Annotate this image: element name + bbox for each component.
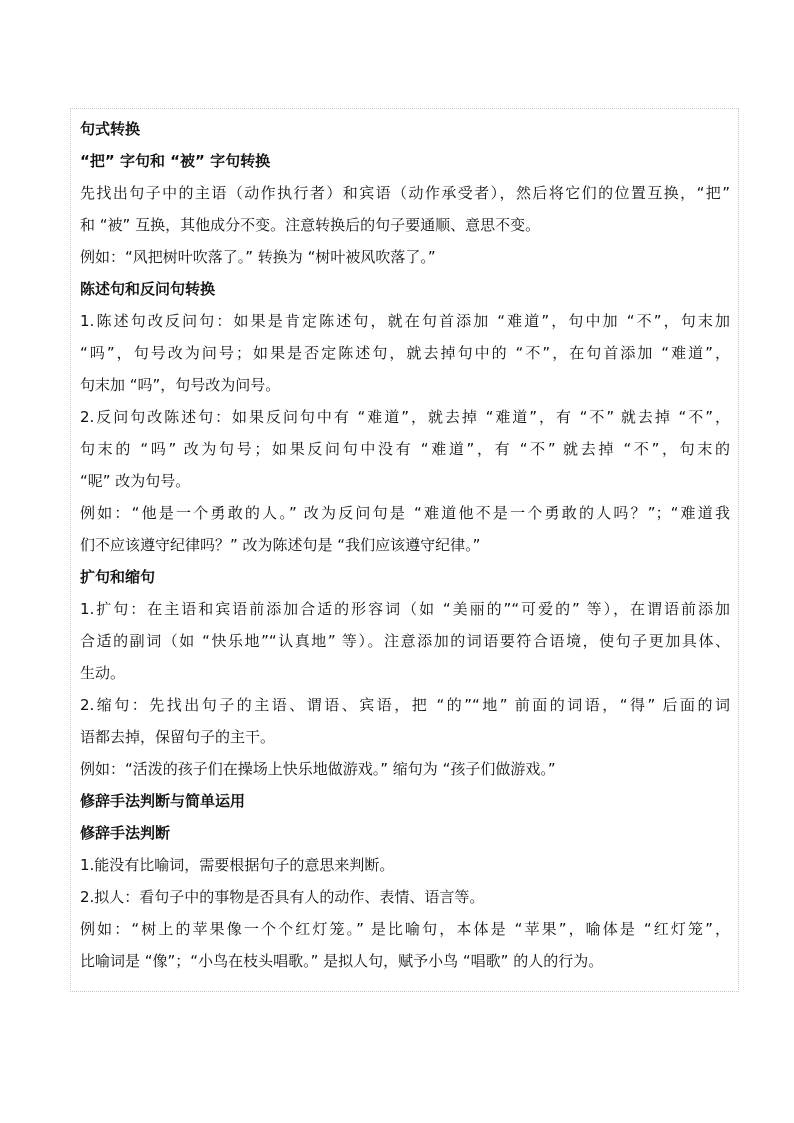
paragraph-line: 先找出句子中的主语（动作执行者）和宾语（动作承受者），然后将它们的位置互换，“把”	[80, 184, 730, 202]
subheading-rhetoric-judgement: 修辞手法判断	[80, 824, 171, 842]
subheading-expand-shorten: 扩句和缩句	[80, 568, 156, 586]
example-line: 例如：“树上的苹果像一个个红灯笼。” 是比喻句，本体是 “苹果”，喻体是 “红灯笼”，	[80, 920, 730, 938]
subheading-ba-bei-conversion: “把” 字句和 “被” 字句转换	[80, 152, 271, 170]
paragraph-line: 2.缩句：先找出句子的主语、谓语、宾语，把 “的”“地” 前面的词语，“得” 后面的词	[80, 696, 730, 714]
example-line: 例如：“风把树叶吹落了。” 转换为 “树叶被风吹落了。”	[80, 248, 436, 266]
paragraph-line: 和 “被” 互换，其他成分不变。注意转换后的句子要通顺、意思不变。	[80, 216, 541, 234]
subheading-declarative-rhetorical: 陈述句和反问句转换	[80, 280, 216, 298]
paragraph-line: 句末加 “吗”，句号改为问号。	[80, 376, 281, 394]
paragraph-line: 2.拟人：看句子中的事物是否具有人的动作、表情、语言等。	[80, 888, 485, 906]
example-line: 例如：“活泼的孩子们在操场上快乐地做游戏。” 缩句为 “孩子们做游戏。”	[80, 760, 556, 778]
example-line: 们不应该遵守纪律吗？” 改为陈述句是 “我们应该遵守纪律。”	[80, 536, 481, 554]
paragraph-line: 生动。	[80, 664, 126, 682]
section-heading-sentence-transformation: 句式转换	[80, 120, 141, 138]
paragraph-line: 1.陈述句改反问句：如果是肯定陈述句，就在句首添加 “难道”，句中加 “不”，句末加	[80, 312, 730, 330]
paragraph-line: 1.能没有比喻词，需要根据句子的意思来判断。	[80, 856, 395, 874]
paragraph-line: 语都去掉，保留句子的主干。	[80, 728, 276, 746]
paragraph-line: “吗”，句号改为问号；如果是否定陈述句，就去掉句中的 “不”，在句首添加 “难道”，	[80, 344, 730, 362]
paragraph-line: 2.反问句改陈述句：如果反问句中有 “难道”，就去掉 “难道”，有 “不” 就去掉 “不”，	[80, 408, 730, 426]
section-heading-rhetoric: 修辞手法判断与简单运用	[80, 792, 246, 810]
paragraph-line: 1.扩句：在主语和宾语前添加合适的形容词（如 “美丽的”“可爱的” 等），在谓语前添加	[80, 600, 730, 618]
paragraph-line: 合适的副词（如 “快乐地”“认真地” 等）。注意添加的词语要符合语境，使句子更加具体、	[80, 632, 730, 650]
example-line: 例如：“他是一个勇敢的人。” 改为反问句是 “难道他不是一个勇敢的人吗？”；“难道我	[80, 504, 730, 522]
paragraph-line: “呢” 改为句号。	[80, 472, 191, 490]
example-line: 比喻词是 “像”；“小鸟在枝头唱歌。” 是拟人句，赋予小鸟 “唱歌” 的人的行为。	[80, 952, 604, 970]
paragraph-line: 句末的 “吗” 改为句号；如果反问句中没有 “难道”，有 “不” 就去掉 “不”，句末的	[80, 440, 730, 458]
document-body	[80, 113, 730, 977]
